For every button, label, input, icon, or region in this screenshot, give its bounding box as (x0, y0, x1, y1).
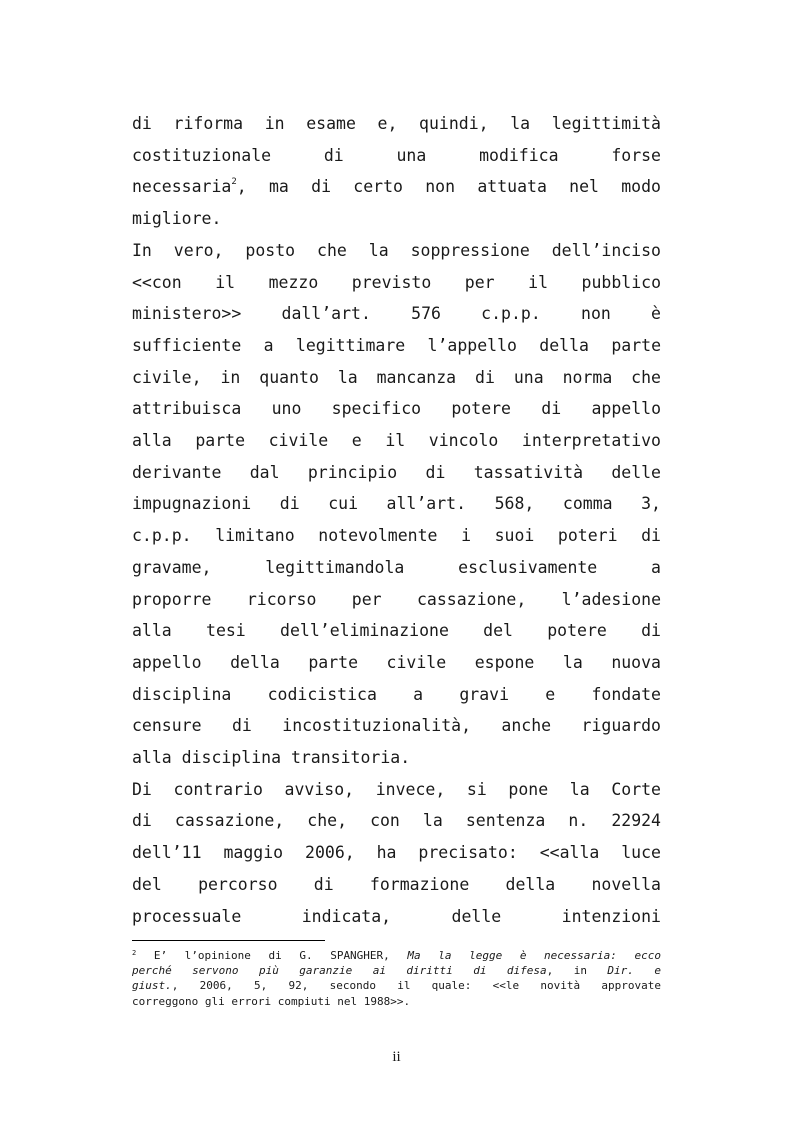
text-line: di riforma in esame e, quindi, la legittimità (132, 114, 661, 133)
text-line: ministero>> dall’art. 576 c.p.p. non è (132, 304, 661, 324)
text-line: di cassazione, che, con la sentenza n. 22924 (132, 811, 661, 831)
text-line: Di contrario avviso, invece, si pone la Corte (132, 779, 661, 799)
text-line: impugnazioni di cui all’art. 568, comma 3, (132, 494, 661, 514)
text-fragment-italic: giust. (132, 979, 172, 993)
page-number: ii (392, 1049, 401, 1065)
footnote-number: 2 (132, 949, 137, 957)
text-line: dell’11 maggio 2006, ha precisato: <<alla luce (132, 843, 661, 863)
text-line: alla disciplina transitoria. (132, 748, 411, 768)
text-fragment: E’ l’opinione di G. SPANGHER, (136, 949, 408, 962)
text-line: gravame, legittimandola esclusivamente a (132, 557, 661, 577)
text-fragment-italic: Ma la legge è necessaria: ecco (407, 949, 661, 962)
text-fragment: , in (546, 964, 608, 978)
text-fragment: , 2006, 5, 92, secondo il quale: <<le novità approvate (171, 979, 661, 993)
text-fragment: necessaria (132, 177, 232, 197)
text-line: civile, in quanto la mancanza di una norma che (132, 367, 661, 387)
footnote-line (132, 978, 661, 993)
text-fragment-italic: perché servono più garanzie ai diritti di difesa (132, 964, 547, 978)
text-line: disciplina codicistica a gravi e fondate (132, 684, 661, 704)
footnote-line (132, 948, 661, 963)
footnote (132, 948, 661, 1009)
paragraph-1 (132, 108, 661, 235)
text-fragment: , ma di certo non attuata nel modo (236, 177, 661, 197)
text-line: del percorso di formazione della novella (132, 874, 661, 894)
text-line: alla tesi dell’eliminazione del potere di (132, 621, 661, 641)
text-line: costituzionale di una modifica forse (132, 145, 661, 165)
footnote-separator (132, 940, 325, 941)
footnote-line (132, 994, 661, 1009)
text-line: processuale indicata, delle intenzioni (132, 906, 661, 926)
text-line: c.p.p. limitano notevolmente i suoi poteri di (132, 526, 661, 546)
footnote-line (132, 963, 661, 978)
text-fragment-italic: Dir. e (607, 964, 661, 978)
text-line: appello della parte civile espone la nuova (132, 652, 661, 672)
text-line: censure di incostituzionalità, anche riguardo (132, 716, 661, 736)
text-line: proporre ricorso per cassazione, l’adesione (132, 589, 661, 609)
text-line: migliore. (132, 209, 222, 229)
text-line: attribuisca uno specifico potere di appello (132, 399, 661, 419)
text-line: In vero, posto che la soppressione dell’inciso (132, 240, 661, 260)
text-fragment: correggono gli errori compiuti nel 1988>>. (132, 994, 411, 1008)
text-line: alla parte civile e il vincolo interpretativo (132, 431, 661, 451)
text-line (132, 171, 661, 203)
body-text (132, 108, 661, 932)
text-line: sufficiente a legittimare l’appello della parte (132, 335, 661, 355)
footnote-reference: 2 (231, 177, 237, 188)
paragraph-2 (132, 235, 661, 774)
text-line: <<con il mezzo previsto per il pubblico (132, 272, 661, 292)
paragraph-3 (132, 774, 661, 933)
text-line: derivante dal principio di tassatività delle (132, 462, 661, 482)
